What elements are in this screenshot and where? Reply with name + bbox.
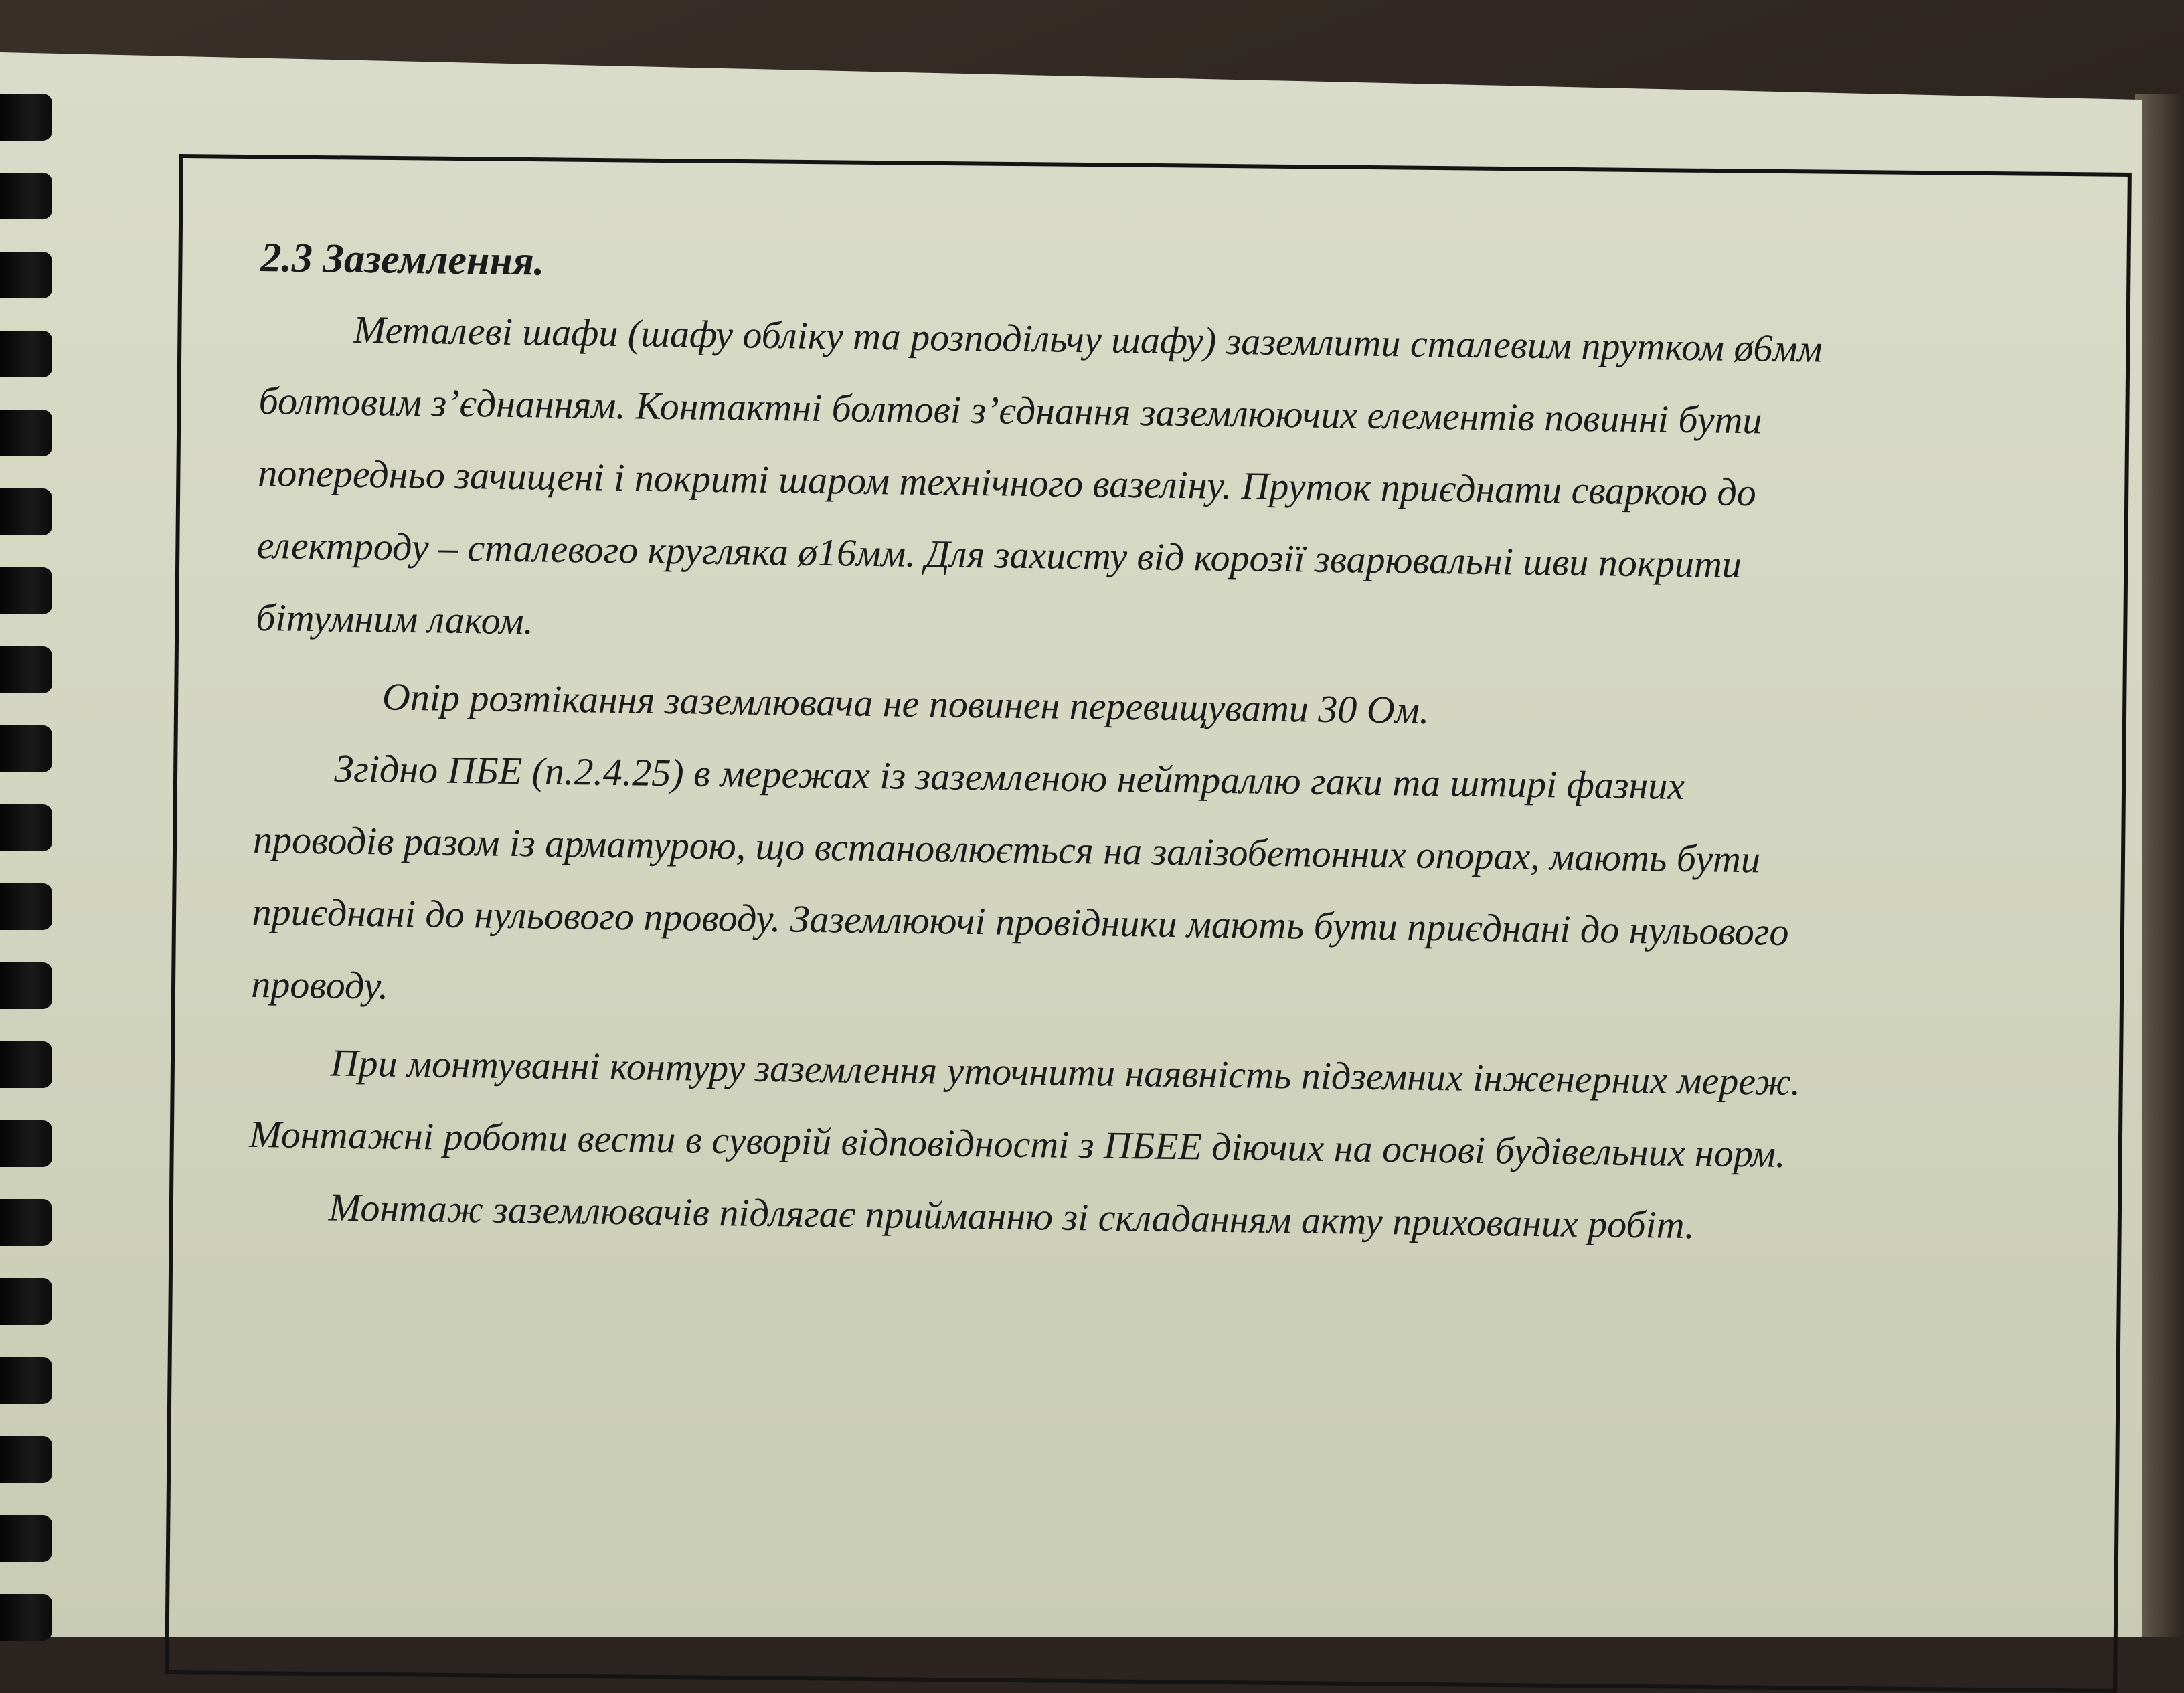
binding-ring: [0, 804, 52, 851]
binding-ring: [0, 1594, 52, 1641]
binding-ring: [0, 962, 52, 1009]
text-line: Опір розтікання заземлювача не повинен перевищувати 30 Ом.: [382, 675, 1430, 732]
text-line: Монтажні роботи вести в суворій відповідності з ПБЕЕ діючих на основі будівельних норм.: [248, 1111, 1786, 1176]
paragraph-installation: [249, 1026, 2112, 1194]
paragraph-pbe-requirement: [251, 731, 2115, 1045]
text-line: попередньо зачищені і покриті шаром технічного вазеліну. Пруток приєднати сваркою до: [257, 450, 1757, 515]
text-line: Монтаж заземлювачів підлягає прийманню зі складанням акту прихованих робіт.: [328, 1185, 1695, 1247]
binding-ring: [0, 94, 52, 141]
binding-ring: [0, 1436, 52, 1483]
binding-ring: [0, 646, 52, 693]
binding-ring: [0, 331, 52, 377]
binding-ring: [0, 883, 52, 930]
binding-ring: [0, 1041, 52, 1088]
binding-ring: [0, 252, 52, 298]
binding-ring: [0, 567, 52, 614]
binding-ring: [0, 725, 52, 772]
page-edge-shadow: [2135, 94, 2184, 1637]
text-line: проводу.: [250, 962, 389, 1008]
text-line: бітумним лаком.: [256, 595, 534, 643]
text-line: болтовим з’єднанням. Контактні болтові з’єднання заземлюючих елементів повинні бути: [258, 378, 1762, 442]
text-line: Згідно ПБЕ (п.2.4.25) в мережах із заземленою нейтраллю гаки та штирі фазних: [334, 746, 1685, 808]
binding-ring: [0, 173, 52, 219]
binding-ring: [0, 410, 52, 456]
text-line: проводів разом із арматурою, що встановлюється на залізобетонних опорах, мають бути: [252, 817, 1761, 881]
document-body: [248, 234, 2121, 1267]
spiral-binding: [0, 0, 60, 1637]
paragraph-metal-cabinets: [256, 292, 2121, 678]
text-line: Металеві шафи (шафу обліку та розподільчу шафу) заземлити сталевим прутком ø6мм: [353, 307, 1823, 371]
binding-ring: [0, 1278, 52, 1325]
text-line: приєднані до нульового проводу. Заземлюючі провідники мають бути приєднані до нульового: [252, 889, 1789, 954]
section-heading: 2.3 Заземлення.: [260, 234, 545, 284]
binding-ring: [0, 1199, 52, 1246]
binding-ring: [0, 488, 52, 535]
binding-ring: [0, 1357, 52, 1404]
text-line: електроду – сталевого кругляка ø16мм. Для захисту від корозії зварювальні шви покрити: [256, 523, 1742, 586]
text-line: При монтуванні контуру заземлення уточнити наявність підземних інженерних мереж.: [330, 1041, 1801, 1104]
binding-ring: [0, 1120, 52, 1167]
binding-ring: [0, 1515, 52, 1562]
